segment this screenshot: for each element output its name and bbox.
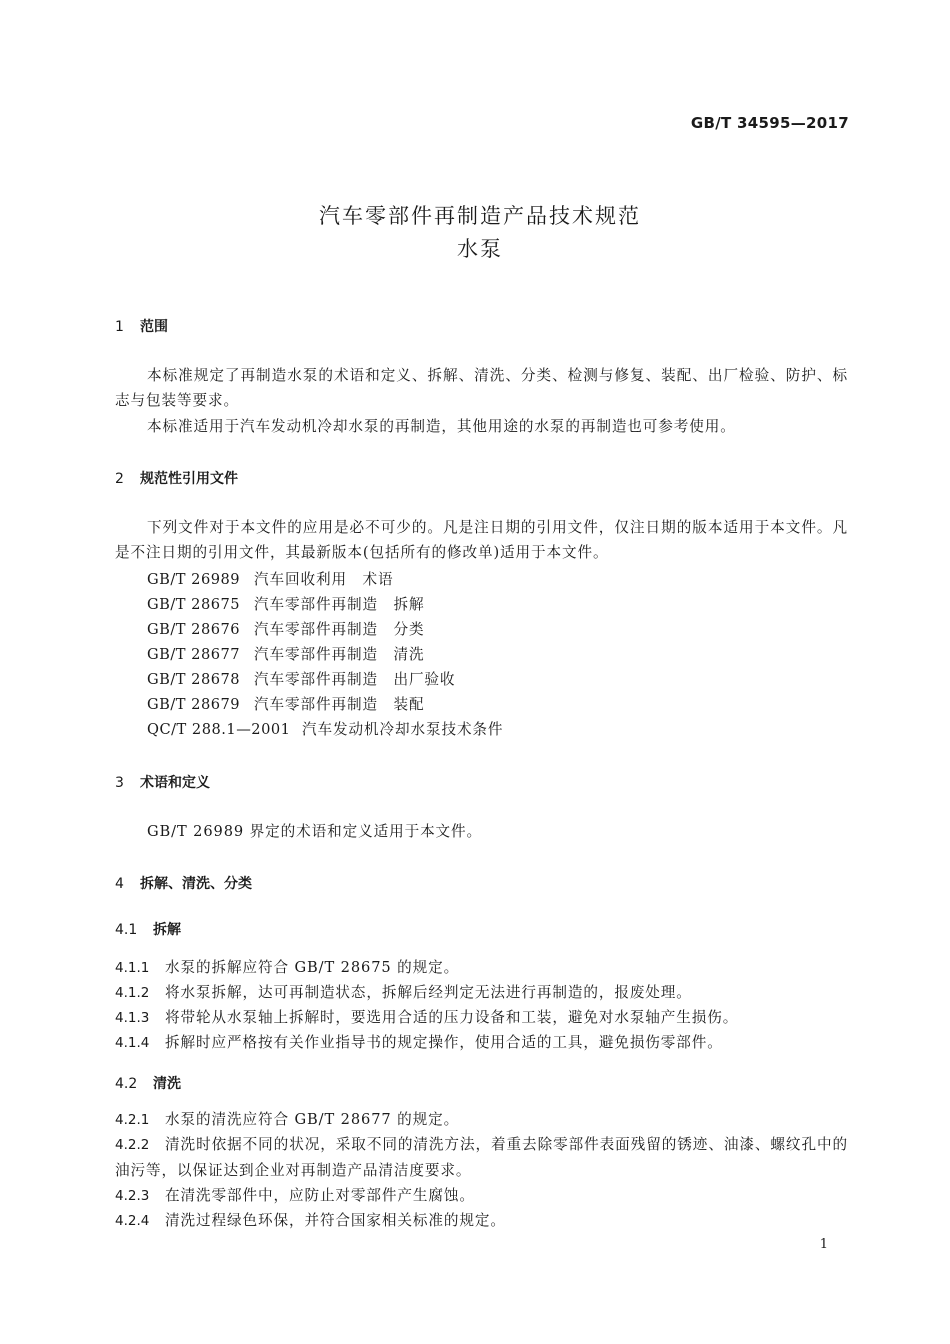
clause [115,1132,848,1183]
reference-item [147,693,424,714]
section-title: 规范性引用文件 [140,471,238,487]
clause-number: 4.2.1 [115,1112,150,1128]
reference-item [147,668,455,689]
subsection-title: 清洗 [153,1076,181,1092]
clause-number: 4.1.1 [115,960,150,976]
clause-text: 清洗过程绿色环保，并符合国家相关标准的规定。 [165,1212,506,1229]
section-number: 1 [115,319,124,335]
clause [115,1005,848,1031]
section-heading-1 [115,316,168,336]
clause-text: 清洗时依据不同的状况，采取不同的清洗方法，着重去除零部件表面残留的锈迹、油漆、螺纹孔中的油污等，以保证达到企业对再制造产品清洁度要求。 [115,1136,848,1179]
terms-paragraph: GB/T 26989 界定的术语和定义适用于本文件。 [147,823,483,840]
section-number: 2 [115,471,124,487]
standard-code: GB/T 34595—2017 [690,114,849,132]
reference-title: 汽车零部件再制造 分类 [254,621,425,638]
clause-text: 将带轮从水泵轴上拆解时，要选用合适的压力设备和工装，避免对水泵轴产生损伤。 [165,1009,739,1026]
subsection-heading-4-2 [115,1073,181,1093]
reference-title: 汽车回收利用 术语 [254,571,394,588]
section-title: 范围 [140,319,168,335]
reference-title: 汽车发动机冷却水泵技术条件 [302,721,504,738]
reference-title: 汽车零部件再制造 出厂验收 [254,671,456,688]
references-intro: 下列文件对于本文件的应用是必不可少的。凡是注日期的引用文件，仅注日期的版本适用于本文件。凡是不注日期的引用文件，其最新版本(包括所有的修改单)适用于本文件。 [115,519,848,561]
reference-item [147,718,503,739]
reference-item [147,643,424,664]
section-title: 术语和定义 [140,775,210,791]
section-title: 拆解、清洗、分类 [140,876,252,892]
clause [115,1107,848,1133]
reference-code: GB/T 28679 [147,696,241,713]
reference-title: 汽车零部件再制造 清洗 [254,646,425,663]
clause-number: 4.2.4 [115,1213,150,1229]
clause [115,980,848,1006]
page-number: 1 [819,1237,828,1252]
clause-number: 4.2.3 [115,1188,150,1204]
scope-paragraph-1: 本标准规定了再制造水泵的术语和定义、拆解、清洗、分类、检测与修复、装配、出厂检验、防护、标志与包装等要求。 [115,367,848,409]
reference-item [147,593,424,614]
reference-title: 汽车零部件再制造 装配 [254,696,425,713]
clause-text: 在清洗零部件中，应防止对零部件产生腐蚀。 [165,1187,475,1204]
subsection-heading-4-1 [115,919,181,939]
reference-item [147,568,393,589]
clause-number: 4.1.3 [115,1010,150,1026]
clause-text: 将水泵拆解，达可再制造状态，拆解后经判定无法进行再制造的，报废处理。 [165,984,692,1001]
reference-code: GB/T 28676 [147,621,241,638]
subsection-number: 4.2 [115,1076,138,1092]
reference-code: GB/T 28678 [147,671,241,688]
section-number: 3 [115,775,124,791]
scope-paragraph-2: 本标准适用于汽车发动机冷却水泵的再制造，其他用途的水泵的再制造也可参考使用。 [147,418,736,435]
clause [115,1030,848,1056]
reference-item [147,618,424,639]
clause-text: 拆解时应严格按有关作业指导书的规定操作，使用合适的工具，避免损伤零部件。 [165,1034,723,1051]
document-title: 汽车零部件再制造产品技术规范 [319,204,641,228]
clause-number: 4.2.2 [115,1137,150,1153]
clause [115,1183,848,1209]
reference-title: 汽车零部件再制造 拆解 [254,596,425,613]
document-subtitle: 水泵 [457,237,503,261]
subsection-number: 4.1 [115,922,138,938]
section-heading-4 [115,873,252,893]
subsection-title: 拆解 [153,922,181,938]
section-heading-2 [115,468,238,488]
reference-code: GB/T 28677 [147,646,241,663]
reference-code: QC/T 288.1—2001 [147,721,291,738]
reference-code: GB/T 28675 [147,596,241,613]
clause-text: 水泵的拆解应符合 GB/T 28675 的规定。 [165,959,460,976]
section-heading-3 [115,772,210,792]
clause [115,1208,848,1234]
clause [115,955,848,981]
clause-number: 4.1.2 [115,985,150,1001]
clause-number: 4.1.4 [115,1035,150,1051]
clause-text: 水泵的清洗应符合 GB/T 28677 的规定。 [165,1111,460,1128]
section-number: 4 [115,876,124,892]
reference-code: GB/T 26989 [147,571,241,588]
